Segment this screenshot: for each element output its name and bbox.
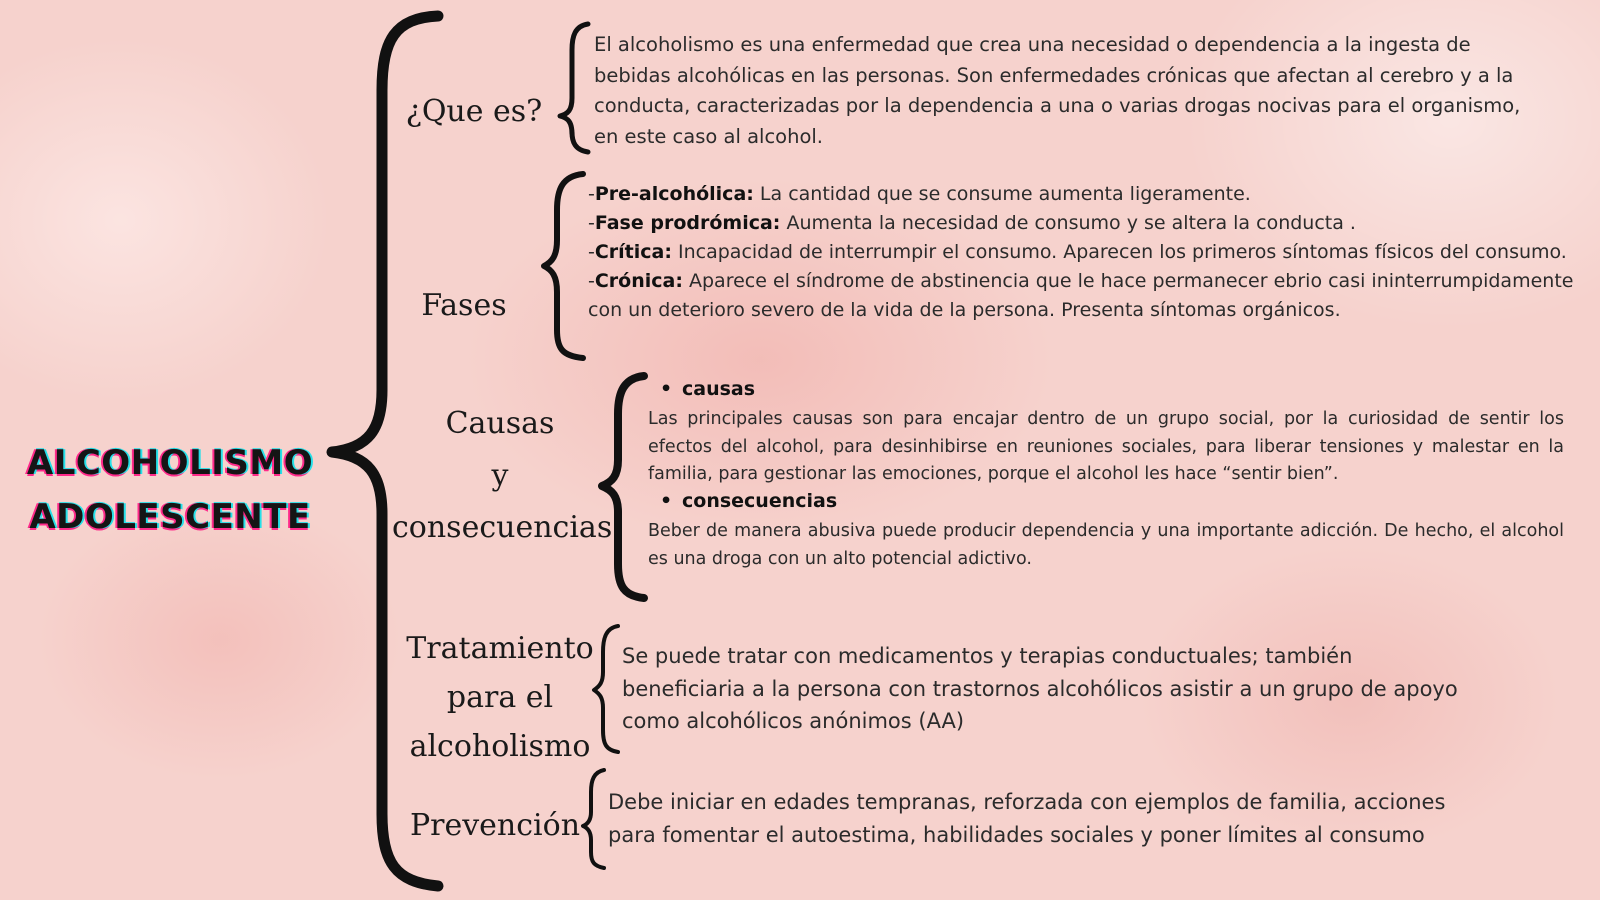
label-causas-line-1: Causas [445, 406, 555, 441]
consecuencias-text: Beber de manera abusiva puede producir dependencia y una importante adicción. De hecho, el alcohol es una droga con un alto potencial adictivo. [648, 521, 1564, 569]
consecuencias-heading: • consecuencias [682, 490, 837, 512]
fase-name: Crítica: [594, 241, 672, 263]
fase-desc: Aparece el síndrome de abstinencia que le hace permanecer ebrio casi ininterrumpidamente [689, 270, 1574, 292]
label-tratamiento-line-3: alcoholismo [409, 729, 591, 764]
fase-item: -Crítica: Incapacidad de interrumpir el consumo. Aparecen los primeros síntomas físicos del consumo. [588, 241, 1567, 263]
label-causas-line-2: y [491, 458, 509, 493]
label-tratamiento-line-2: para el [446, 680, 554, 715]
label-causas [392, 398, 613, 554]
label-tratamiento-line-1: Tratamiento [406, 631, 594, 666]
label-tratamiento [404, 624, 596, 771]
fase-name: Pre-alcohólica: [594, 183, 754, 205]
fase-name: Crónica: [594, 270, 683, 292]
fases-list [588, 180, 1588, 325]
fase-item: -Fase prodrómica: Aumenta la necesidad de consumo y se altera la conducta . [588, 212, 1356, 234]
brace-causas [602, 376, 644, 598]
fase-item-continuation: con un deterioro severo de la vida de la persona. Presenta síntomas orgánicos. [588, 299, 1341, 321]
label-prevencion: Prevención [409, 808, 581, 843]
fase-desc: Incapacidad de interrumpir el consumo. Aparecen los primeros síntomas físicos del consumo. [678, 241, 1567, 263]
title-line-2: ADOLESCENTE [29, 497, 311, 537]
fase-item: -Crónica: Aparece el síndrome de abstinencia que le hace permanecer ebrio casi ininterrumpidamente [588, 270, 1574, 292]
brace-fases [544, 174, 583, 358]
fase-name: Fase prodrómica: [594, 212, 781, 234]
causas-text: Las principales causas son para encajar dentro de un grupo social, por la curiosidad de sentir los efectos del alcohol, para desinhibirse en reuniones sociales, para liberar tensiones y malestar en la familia, para gestionar las emociones, porque el alcohol les hace “sentir bien”. [648, 409, 1564, 484]
fase-desc: Aumenta la necesidad de consumo y se altera la conducta . [786, 212, 1356, 234]
causas-heading: • causas [682, 378, 755, 400]
fase-desc: La cantidad que se consume aumenta ligeramente. [759, 183, 1251, 205]
label-que-es: ¿Que es? [405, 94, 543, 129]
label-causas-line-3: consecuencias [392, 510, 613, 545]
label-fases: Fases [421, 288, 507, 323]
text-que-es: El alcoholismo es una enfermedad que crea una necesidad o dependencia a la ingesta de bebidas alcohólicas en las personas. Son enfermedades crónicas que afectan al cerebro y a la conducta, caracterizadas por la dependencia a una o varias drogas nocivas para el organismo, en este caso al alcohol. [594, 33, 1521, 148]
text-tratamiento: Se puede tratar con medicamentos y terapias conductuales; también beneficiaria a la persona con trastornos alcohólicos asistir a un grupo de apoyo como alcohólicos anónimos (AA) [622, 644, 1458, 733]
text-prevencion: Debe iniciar en edades tempranas, reforzada con ejemplos de familia, acciones para fomentar el autoestima, habilidades sociales y poner límites al consumo [608, 790, 1446, 847]
brace-que-es [560, 24, 588, 152]
main-title [10, 436, 330, 544]
title-line-1: ALCOHOLISMO [26, 443, 314, 483]
brace-tratamiento [594, 626, 618, 752]
fase-item: -Pre-alcohólica: La cantidad que se consume aumenta ligeramente. [588, 183, 1251, 205]
